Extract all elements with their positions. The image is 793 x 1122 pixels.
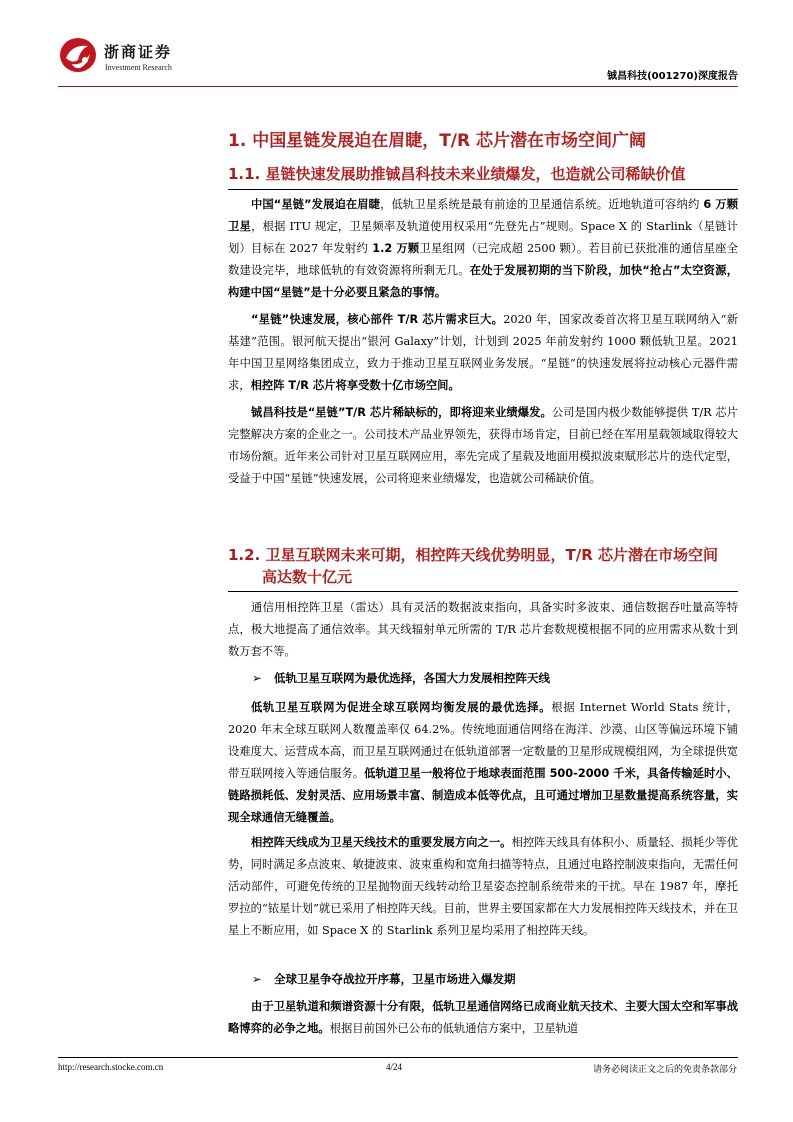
paragraph-phased-array-direction: 相控阵天线成为卫星天线技术的重要发展方向之一。相控阵天线具有体积小、质量轻、损耗少等优势，同时满足多点波束、敏捷波束、波束重构和宽角扫描等特点，且通过电路控制波束指向，无需任何活动部件，可避免传统的卫星抛物面天线转动给卫星姿态控制系统带来的干扰。早在 1987 年，摩托罗拉的“铱星计划”就已采用了相控阵天线。目前，世界主要国家都在大力发展相控阵天线技术，并在卫星上不断应用，如 Space X 的 Starlink 系列卫星均采用了相控阵天线。 <box>228 836 738 937</box>
footer-disclaimer: 请务必阅读正文之后的免责条款部分 <box>592 1065 737 1075</box>
arrow-bullet-icon: ➢ <box>252 671 262 685</box>
section-1-1-underline <box>228 189 738 190</box>
section-1-2-title: 1.2. 卫星互联网未来可期，相控阵天线优势明显，T/R 芯片潜在市场空间 高达数十亿元 <box>228 546 718 586</box>
paragraph-low-orbit-internet: 低轨卫星互联网为促进全球互联网均衡发展的最优选择。根据 Internet World Stats 统计，2020 年末全球互联网人数覆盖率仅 64.2%。传统地面通信网络在海洋、沙漠、山区等偏远环境下铺设难度大、运营成本高，而卫星互联网通过在低轨道部署一定数量的卫星形成规模组网，为全球提供宽带互联网接入等通信服务。低轨道卫星一般将位于地球表面范围 500-2000 千米，具备传输延时小、链路损耗低、发射灵活、应用场景丰富、制造成本低等优点，且可通过增加卫星数量提高系统容量，实现全球通信无缝覆盖。 <box>228 701 738 824</box>
report-title: 铖昌科技(001270)深度报告 <box>607 71 738 82</box>
paragraph-orbit-competition: 由于卫星轨道和频谱资源十分有限，低轨卫星通信网络已成商业航天技术、主要大国太空和军事战略博弈的必争之地。根据目前国外已公布的低轨通信方案中，卫星轨道 <box>228 1000 738 1035</box>
section-1-title: 1. 中国星链发展迫在眉睫，T/R 芯片潜在市场空间广阔 <box>228 131 647 151</box>
footer-divider <box>58 1057 738 1058</box>
brand-name-en: Investment Research <box>105 63 172 72</box>
paragraph-tr-chip-demand: “星链”快速发展，核心部件 T/R 芯片需求巨大。2020 年，国家改委首次将卫星互联网纳入“新基建”范围。银河航天提出“银河 Galaxy”计划，计划到 2025 年前发射约 1000 颗低轨卫星。2021 年中国卫星网络集团成立，致力于推动卫星互联网业务发展。“星链”的快速发展将拉动核心元器件需求，相控阵 T/R 芯片将享受数十亿市场空间。 <box>228 313 739 392</box>
paragraph-company-value: 铖昌科技是“星链”T/R 芯片稀缺标的，即将迎来业绩爆发。公司是国内极少数能够提供 T/R 芯片完整解决方案的企业之一。公司技术产品业界领先，获得市场肯定，目前已经在军用星载领域取得较大市场份额。近年来公司针对卫星互联网应用，率先完成了星载及地面用模拟波束赋形芯片的迭代定型，受益于中国“星链”快速发展，公司将迎来业绩爆发，也造就公司稀缺价值。 <box>228 406 738 485</box>
brand-name-cn: 浙商证券 <box>104 43 173 61</box>
page-header <box>58 26 738 86</box>
header-divider <box>58 86 738 87</box>
footer-url-link[interactable]: http://research.stocke.com.cn <box>58 1062 164 1072</box>
arrow-bullet-icon: ➢ <box>252 972 262 986</box>
page-number: 4/24 <box>386 1062 403 1072</box>
zheshang-logo-icon <box>58 36 98 74</box>
bullet-global-satellite-race: ➢ 全球卫星争夺战拉开序幕，卫星市场进入爆发期 <box>252 968 516 990</box>
paragraph-starlink-urgency: 中国“星链”发展迫在眉睫，低轨卫星系统是最有前途的卫星通信系统。近地轨道可容纳约 6 万颗卫星，根据 ITU 规定，卫星频率及轨道使用权采用“先登先占”规则。Space X 的 Starlink（星链计划）目标在 2027 年发射约 1.2 万颗卫星组网（已完成超 2500 颗）。若目前已获批准的通信星座全数建设完毕，地球低轨的有效资源将所剩无几。在处于发展初期的当下阶段，加快“抢占”太空资源，构建中国“星链”是十分必要且紧急的事情。 <box>228 198 738 299</box>
section-1-2-underline <box>228 591 738 592</box>
bullet-low-orbit-best-choice: ➢ 低轨卫星互联网为最优选择，各国大力发展相控阵天线 <box>252 667 550 689</box>
paragraph-phased-array-intro: 通信用相控阵卫星（雷达）具有灵活的数据波束指向，具备实时多波束、通信数据吞吐量高等特点，极大地提高了通信效率。其天线辐射单元所需的 T/R 芯片套数规模根据不同的应用需求从数十到数万套不等。 <box>228 601 738 658</box>
section-1-1-title: 1.1. 星链快速发展助推铖昌科技未来业绩爆发，也造就公司稀缺价值 <box>228 165 686 183</box>
